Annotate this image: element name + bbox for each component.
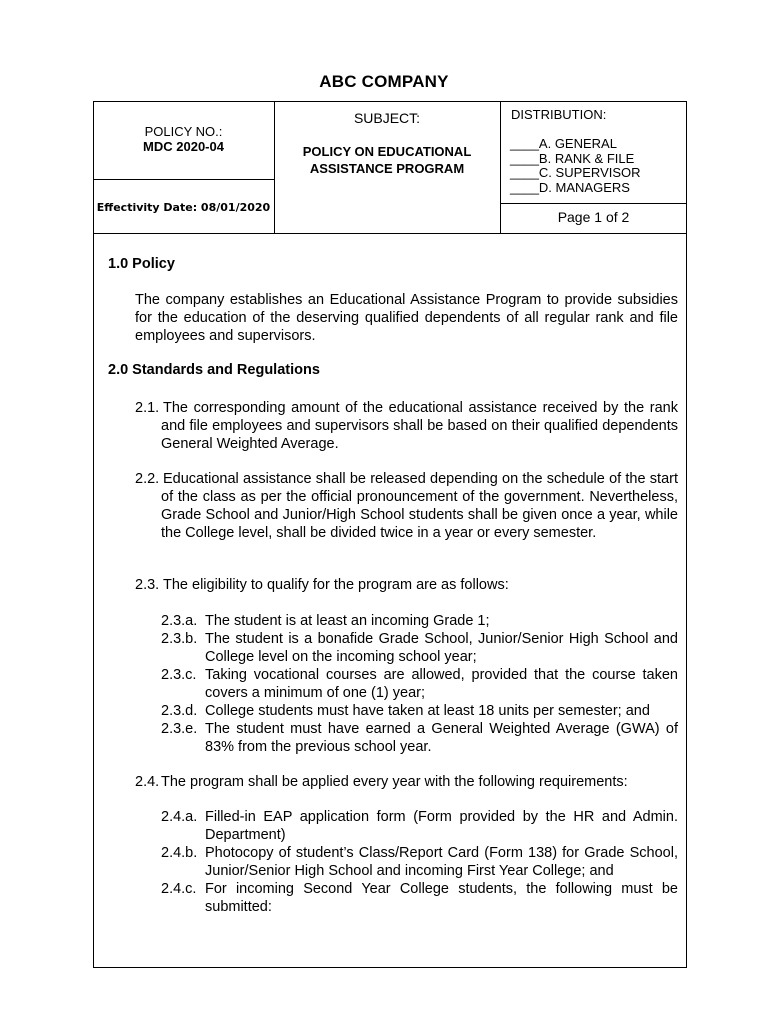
policy-no-value: MDC 2020-04 [143,139,224,154]
item-2-4-b-number: 2.4.b. [161,845,198,861]
company-name: ABC COMPANY [319,72,449,91]
item-2-3-c-text: Taking vocational courses are allowed, provided that the course taken covers a minimum of one (1) year; [205,667,678,701]
policy-no-divider [93,179,274,180]
item-2-3-text: The eligibility to qualify for the program are as follows: [163,577,509,593]
item-2-4-b-text: Photocopy of student’s Class/Report Card (Form 138) for Grade School, Junior/Senior High School and incoming First Year College; and [205,845,678,879]
item-2-3-e-text: The student must have earned a General Weighted Average (GWA) of 83% from the previous school year. [205,721,678,755]
item-2-3-b-number: 2.3.b. [161,631,198,647]
item-2-1-text: The corresponding amount of the educational assistance received by the rank and file employees and supervisors shall be based on their qualified dependents General Weighted Average. [161,400,678,452]
item-2-3-e-number: 2.3.e. [161,721,198,737]
item-2-4-a-number: 2.4.a. [161,809,198,825]
subject-title-line-1: POLICY ON EDUCATIONAL [302,144,472,159]
section-1-heading: 1.0 Policy [108,256,175,272]
item-2-3-b-text: The student is a bonafide Grade School, Junior/Senior High School and College level on the incoming school year; [205,631,678,665]
item-2-3-a-number: 2.3.a. [161,613,198,629]
distribution-label: DISTRIBUTION: [511,107,607,122]
subject-title-line-2: ASSISTANCE PROGRAM [309,161,465,176]
item-2-3-a-text: The student is at least an incoming Grade 1; [205,613,490,629]
section-1-paragraph: The company establishes an Educational Assistance Program to provide subsidies for the education of the deserving qualified dependents of all regular rank and file employees and supervisors. [135,292,678,344]
subject-label: SUBJECT: [353,110,421,126]
item-2-3-c-number: 2.3.c. [161,667,197,683]
item-2-2-text: Educational assistance shall be released depending on the schedule of the start of the class as per the official pronouncement of the government. Nevertheless, Grade School and Junior/High School students shall be given once a year, while the College level, shall be divided twice in a year or every semester. [161,471,678,541]
distribution-item-general: ____A. GENERAL [510,136,617,151]
item-2-4-text: The program shall be applied every year with the following requirements: [161,774,628,790]
distribution-item-rank-file: ____B. RANK & FILE [510,150,635,166]
item-2-2-number: 2.2. [135,471,160,487]
item-2-4-c-text: For incoming Second Year College students, the following must be submitted: [205,881,678,915]
item-2-4-a-text: Filled-in EAP application form (Form provided by the HR and Admin. Department) [205,809,678,843]
distribution-list [510,137,641,195]
effectivity-date: Effectivity Date: 08/01/2020 [96,201,271,214]
distribution-item-supervisor: ____C. SUPERVISOR [510,165,641,181]
section-2-heading: 2.0 Standards and Regulations [108,362,320,378]
item-2-3-number: 2.3. [135,577,160,593]
item-2-1-number: 2.1. [135,400,160,416]
distribution-divider [500,203,687,204]
item-2-4-c-number: 2.4.c. [161,881,197,897]
item-2-3-d-number: 2.3.d. [161,703,198,719]
item-2-3-d-text: College students must have taken at least 18 units per semester; and [205,703,650,719]
item-2-4-number: 2.4. [135,774,160,790]
header-bottom-line [93,233,687,234]
distribution-item-managers: ____D. MANAGERS [510,179,630,195]
policy-no-label: POLICY NO.: [144,124,223,139]
page-number: Page 1 of 2 [557,209,630,225]
